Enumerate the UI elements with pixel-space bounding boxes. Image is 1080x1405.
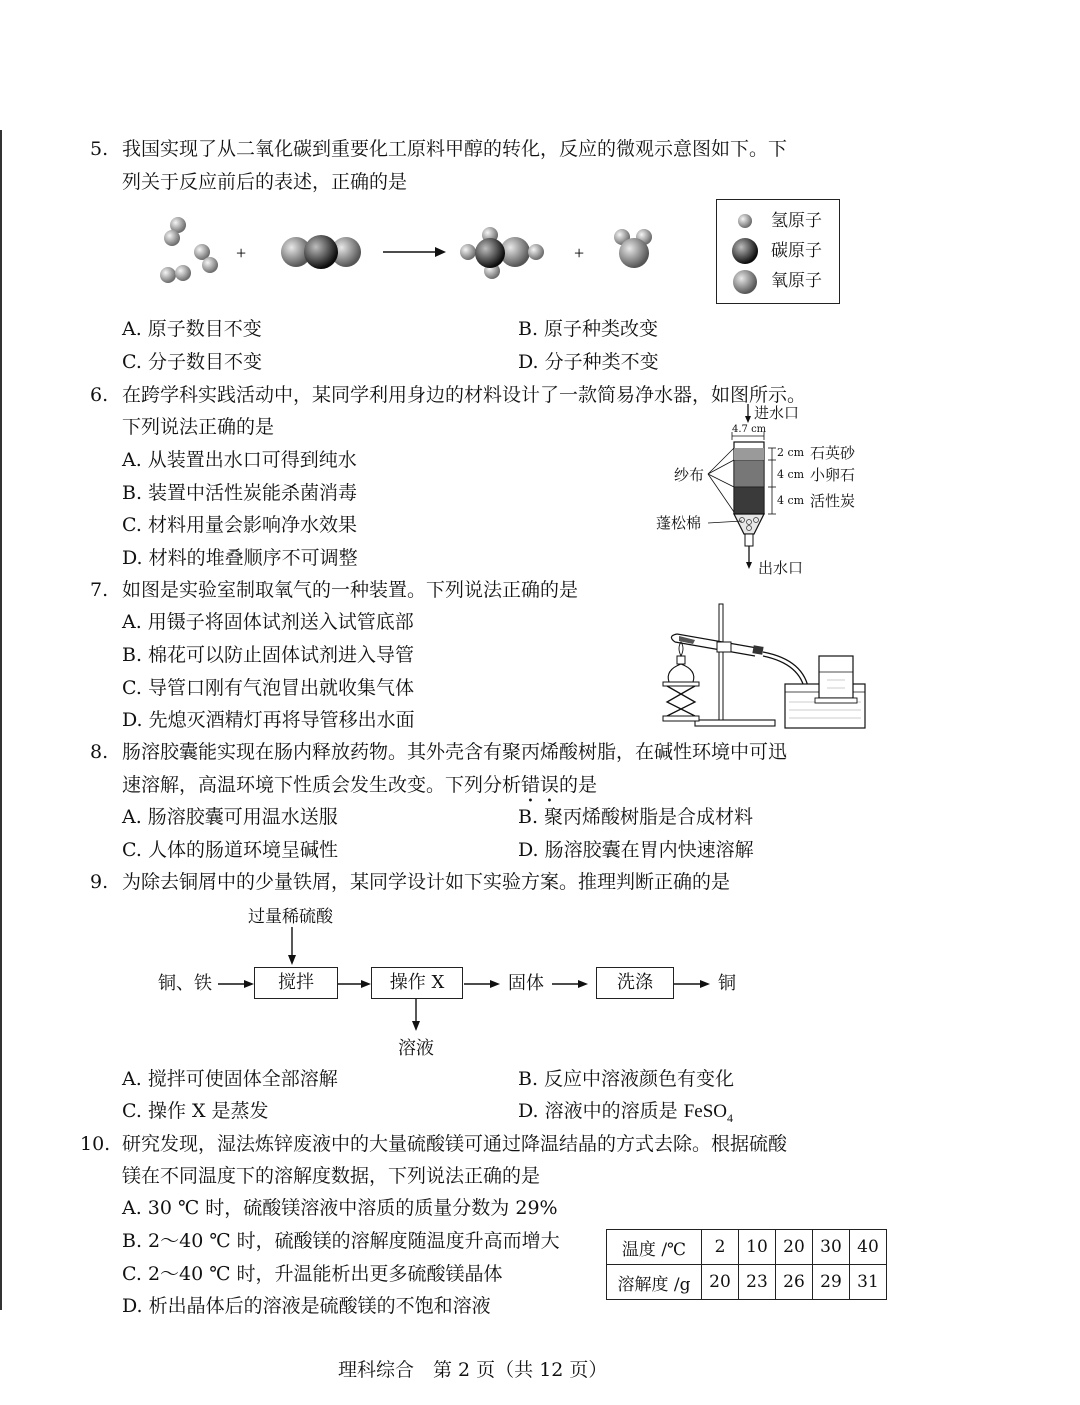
q6-option-b: B. 装置中活性炭能杀菌消毒 [122,482,358,504]
table-header-solubility: 溶解度 /g [607,1265,702,1300]
cotton-label: 蓬松棉 [656,514,702,532]
table-cell: 40 [850,1230,887,1265]
hydrogen-molecule [160,265,191,283]
q6-stem-line2: 下列说法正确的是 [122,416,275,438]
q8-stem-line2-post: 的是 [559,774,598,796]
q9-option-d [518,1099,733,1130]
q7-option-d: D. 先熄灭酒精灯再将导管移出水面 [122,709,415,731]
table-cell: 20 [702,1265,739,1300]
table-row [607,1230,887,1265]
inlet-label: 进水口 [754,404,800,422]
q8-number: 8. [90,741,109,763]
water-filter-diagram [650,402,880,580]
q8-stem-line2 [122,773,597,807]
svg-text:+: + [236,243,247,263]
q6-number: 6. [90,384,109,406]
q9-option-d-text: D. 溶液中的溶质是 [518,1100,684,1122]
q7-option-b: B. 棉花可以防止固体试剂进入导管 [122,644,415,666]
methanol-molecule [460,227,544,279]
layer2-thick: 4 cm [777,468,805,481]
layer3-name: 活性炭 [810,492,856,510]
table-cell: 20 [776,1230,813,1265]
legend-oxygen: 氧原子 [771,271,822,291]
q10-option-a: A. 30 ℃ 时，硫酸镁溶液中溶质的质量分数为 29% [122,1197,558,1219]
outlet-label: 出水口 [758,559,804,577]
layer1-thick: 2 cm [777,446,805,459]
carbon-atom-icon [732,238,758,264]
flow-reagent: 过量稀硫酸 [248,907,333,927]
q9-option-c: C. 操作 X 是蒸发 [122,1100,269,1122]
q8-option-b: B. 聚丙烯酸树脂是合成材料 [518,806,754,828]
q7-number: 7. [90,579,109,601]
flow-end: 铜 [718,973,736,994]
q9-stem-line1: 为除去铜屑中的少量铁屑，某同学设计如下实验方案。推理判断正确的是 [122,871,731,893]
q8-stem-line2-pre: 速溶解，高温环境下性质会发生改变。下列分析 [122,774,522,796]
co2-molecule [281,235,361,269]
svg-text:+: + [574,243,585,263]
table-cell: 29 [813,1265,850,1300]
flow-step-operation-x: 操作 X [371,967,463,999]
flow-step-stir: 搅拌 [254,967,338,999]
q8-option-a: A. 肠溶胶囊可用温水送服 [122,806,338,828]
q6-option-a: A. 从装置出水口可得到纯水 [122,449,357,471]
page-footer: 理科综合 第 2 页（共 12 页） [338,1359,608,1381]
q9-option-a: A. 搅拌可使固体全部溶解 [122,1068,338,1090]
q5-option-a: A. 原子数目不变 [122,318,262,340]
oxygen-atom-icon [733,270,757,294]
q7-stem-line1: 如图是实验室制取氧气的一种装置。下列说法正确的是 [122,579,579,601]
q6-option-c: C. 材料用量会影响净水效果 [122,514,357,536]
width-label: 4.7 cm [732,424,767,435]
legend-carbon: 碳原子 [771,241,822,261]
table-row [607,1265,887,1300]
atom-legend [716,199,840,304]
q8-emphasis-wrong: 错误 [521,774,560,796]
layer1-name: 石英砂 [810,444,856,462]
reaction-arrow [383,247,446,257]
table-cell: 26 [776,1265,813,1300]
hydrogen-atom-icon [738,214,752,228]
q9-number: 9. [90,871,109,893]
water-molecule [614,229,652,268]
table-cell: 30 [813,1230,850,1265]
q6-stem-line1: 在跨学科实践活动中，某同学利用身边的材料设计了一款简易净水器，如图所示。 [122,384,807,406]
layer3-thick: 4 cm [777,494,805,507]
gauze-label: 纱布 [674,466,705,484]
table-header-temp: 温度 /℃ [607,1230,702,1265]
oxygen-apparatus-diagram [655,598,870,731]
layer2-name: 小卵石 [810,466,856,484]
q5-option-b: B. 原子种类改变 [518,318,659,340]
reaction-diagram [150,205,710,295]
table-cell: 23 [739,1265,776,1300]
table-cell: 10 [739,1230,776,1265]
flow-start: 铜、铁 [158,973,212,994]
table-cell: 31 [850,1265,887,1300]
solubility-table [606,1229,887,1300]
q7-option-c: C. 导管口刚有气泡冒出就收集气体 [122,677,414,699]
q5-number: 5. [90,138,109,160]
q5-option-c: C. 分子数目不变 [122,351,262,373]
flow-step-wash: 洗涤 [596,967,674,999]
q5-option-d: D. 分子种类不变 [518,351,659,373]
q10-option-b: B. 2～40 ℃ 时，硫酸镁的溶解度随温度升高而增大 [122,1230,560,1252]
q5-stem-line1: 我国实现了从二氧化碳到重要化工原料甲醇的转化，反应的微观示意图如下。下 [122,138,788,160]
hydrogen-molecule [164,217,186,246]
feso4-formula: FeSO$_4$ [683,1101,733,1125]
q8-option-c: C. 人体的肠道环境呈碱性 [122,839,338,861]
q10-stem-line2: 镁在不同温度下的溶解度数据，下列说法正确的是 [122,1165,541,1187]
q10-stem-line1: 研究发现，湿法炼锌废液中的大量硫酸镁可通过降温结晶的方式去除。根据硫酸 [122,1133,788,1155]
q9-option-b: B. 反应中溶液颜色有变化 [518,1068,735,1090]
flow-solution: 溶液 [398,1038,434,1059]
q5-stem-line2: 列关于反应前后的表述，正确的是 [122,171,408,193]
q10-option-c: C. 2～40 ℃ 时，升温能析出更多硫酸镁晶体 [122,1263,503,1285]
q6-option-d: D. 材料的堆叠顺序不可调整 [122,547,358,569]
margin-rule [0,130,2,1310]
q8-option-d: D. 肠溶胶囊在胃内快速溶解 [518,839,754,861]
flow-solid: 固体 [508,973,544,994]
table-cell: 2 [702,1230,739,1265]
hydrogen-molecule [194,244,218,273]
q7-option-a: A. 用镊子将固体试剂送入试管底部 [122,611,414,633]
legend-hydrogen: 氢原子 [771,211,822,231]
q10-option-d: D. 析出晶体后的溶液是硫酸镁的不饱和溶液 [122,1295,491,1317]
q8-stem-line1: 肠溶胶囊能实现在肠内释放药物。其外壳含有聚丙烯酸树脂，在碱性环境中可迅 [122,741,788,763]
q10-number: 10. [80,1133,111,1155]
